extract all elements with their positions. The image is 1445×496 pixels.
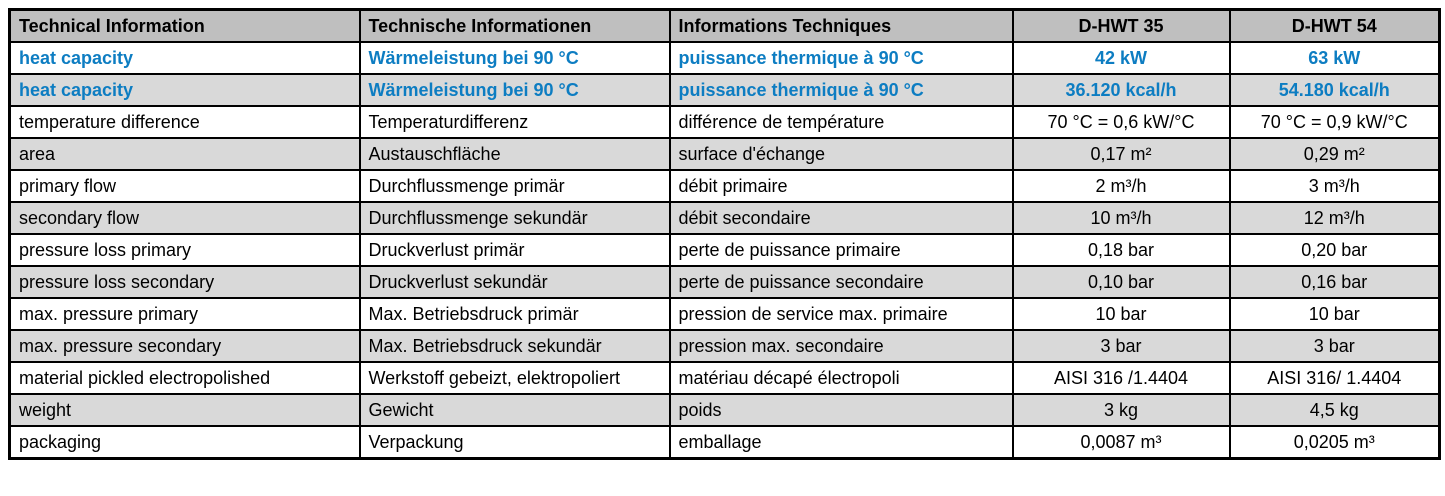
label-en: temperature difference <box>10 106 360 138</box>
table-row <box>10 234 1440 266</box>
label-fr: perte de puissance primaire <box>670 234 1013 266</box>
col-header-en: Technical Information <box>10 10 360 43</box>
value-dhwt54: 0,0205 m³ <box>1230 426 1440 459</box>
value-dhwt54: 3 m³/h <box>1230 170 1440 202</box>
value-dhwt54: 10 bar <box>1230 298 1440 330</box>
label-en: heat capacity <box>10 74 360 106</box>
table-row <box>10 74 1440 106</box>
value-dhwt35: 3 kg <box>1013 394 1230 426</box>
label-fr: poids <box>670 394 1013 426</box>
value-dhwt54: 63 kW <box>1230 42 1440 74</box>
table-row <box>10 266 1440 298</box>
table-header-row <box>10 10 1440 43</box>
col-header-de: Technische Informationen <box>360 10 670 43</box>
label-de: Druckverlust primär <box>360 234 670 266</box>
technical-info-table <box>8 8 1441 460</box>
label-fr: débit secondaire <box>670 202 1013 234</box>
label-fr: perte de puissance secondaire <box>670 266 1013 298</box>
table-row <box>10 42 1440 74</box>
value-dhwt54: 0,20 bar <box>1230 234 1440 266</box>
value-dhwt54: 4,5 kg <box>1230 394 1440 426</box>
table-row <box>10 394 1440 426</box>
label-de: Max. Betriebsdruck sekundär <box>360 330 670 362</box>
label-en: area <box>10 138 360 170</box>
table-row <box>10 298 1440 330</box>
label-fr: emballage <box>670 426 1013 459</box>
table-row <box>10 362 1440 394</box>
label-fr: pression max. secondaire <box>670 330 1013 362</box>
value-dhwt54: AISI 316/ 1.4404 <box>1230 362 1440 394</box>
table-row <box>10 202 1440 234</box>
label-fr: débit primaire <box>670 170 1013 202</box>
label-de: Durchflussmenge primär <box>360 170 670 202</box>
label-de: Werkstoff gebeizt, elektropoliert <box>360 362 670 394</box>
label-en: secondary flow <box>10 202 360 234</box>
value-dhwt35: 70 °C = 0,6 kW/°C <box>1013 106 1230 138</box>
label-en: material pickled electropolished <box>10 362 360 394</box>
value-dhwt35: 3 bar <box>1013 330 1230 362</box>
value-dhwt35: 0,17 m² <box>1013 138 1230 170</box>
value-dhwt35: 42 kW <box>1013 42 1230 74</box>
label-fr: pression de service max. primaire <box>670 298 1013 330</box>
table-row <box>10 170 1440 202</box>
label-fr: matériau décapé électropoli <box>670 362 1013 394</box>
label-de: Austauschfläche <box>360 138 670 170</box>
col-header-fr: Informations Techniques <box>670 10 1013 43</box>
label-fr: puissance thermique à 90 °C <box>670 42 1013 74</box>
label-fr: différence de température <box>670 106 1013 138</box>
label-de: Durchflussmenge sekundär <box>360 202 670 234</box>
table-row <box>10 426 1440 459</box>
label-en: weight <box>10 394 360 426</box>
label-en: pressure loss secondary <box>10 266 360 298</box>
label-en: pressure loss primary <box>10 234 360 266</box>
label-fr: puissance thermique à 90 °C <box>670 74 1013 106</box>
label-en: primary flow <box>10 170 360 202</box>
label-de: Druckverlust sekundär <box>360 266 670 298</box>
value-dhwt54: 54.180 kcal/h <box>1230 74 1440 106</box>
label-en: max. pressure secondary <box>10 330 360 362</box>
value-dhwt35: 2 m³/h <box>1013 170 1230 202</box>
value-dhwt35: 10 bar <box>1013 298 1230 330</box>
label-en: heat capacity <box>10 42 360 74</box>
table-row <box>10 106 1440 138</box>
col-header-dhwt54: D-HWT 54 <box>1230 10 1440 43</box>
table-row <box>10 330 1440 362</box>
label-de: Gewicht <box>360 394 670 426</box>
label-de: Temperaturdifferenz <box>360 106 670 138</box>
value-dhwt54: 0,29 m² <box>1230 138 1440 170</box>
label-en: packaging <box>10 426 360 459</box>
value-dhwt35: AISI 316 /1.4404 <box>1013 362 1230 394</box>
label-de: Wärmeleistung bei 90 °C <box>360 74 670 106</box>
value-dhwt35: 10 m³/h <box>1013 202 1230 234</box>
value-dhwt54: 3 bar <box>1230 330 1440 362</box>
label-de: Wärmeleistung bei 90 °C <box>360 42 670 74</box>
table-row <box>10 138 1440 170</box>
value-dhwt54: 0,16 bar <box>1230 266 1440 298</box>
value-dhwt35: 0,10 bar <box>1013 266 1230 298</box>
label-en: max. pressure primary <box>10 298 360 330</box>
value-dhwt54: 12 m³/h <box>1230 202 1440 234</box>
value-dhwt35: 0,0087 m³ <box>1013 426 1230 459</box>
value-dhwt35: 0,18 bar <box>1013 234 1230 266</box>
label-de: Verpackung <box>360 426 670 459</box>
col-header-dhwt35: D-HWT 35 <box>1013 10 1230 43</box>
label-fr: surface d'échange <box>670 138 1013 170</box>
value-dhwt35: 36.120 kcal/h <box>1013 74 1230 106</box>
label-de: Max. Betriebsdruck primär <box>360 298 670 330</box>
value-dhwt54: 70 °C = 0,9 kW/°C <box>1230 106 1440 138</box>
